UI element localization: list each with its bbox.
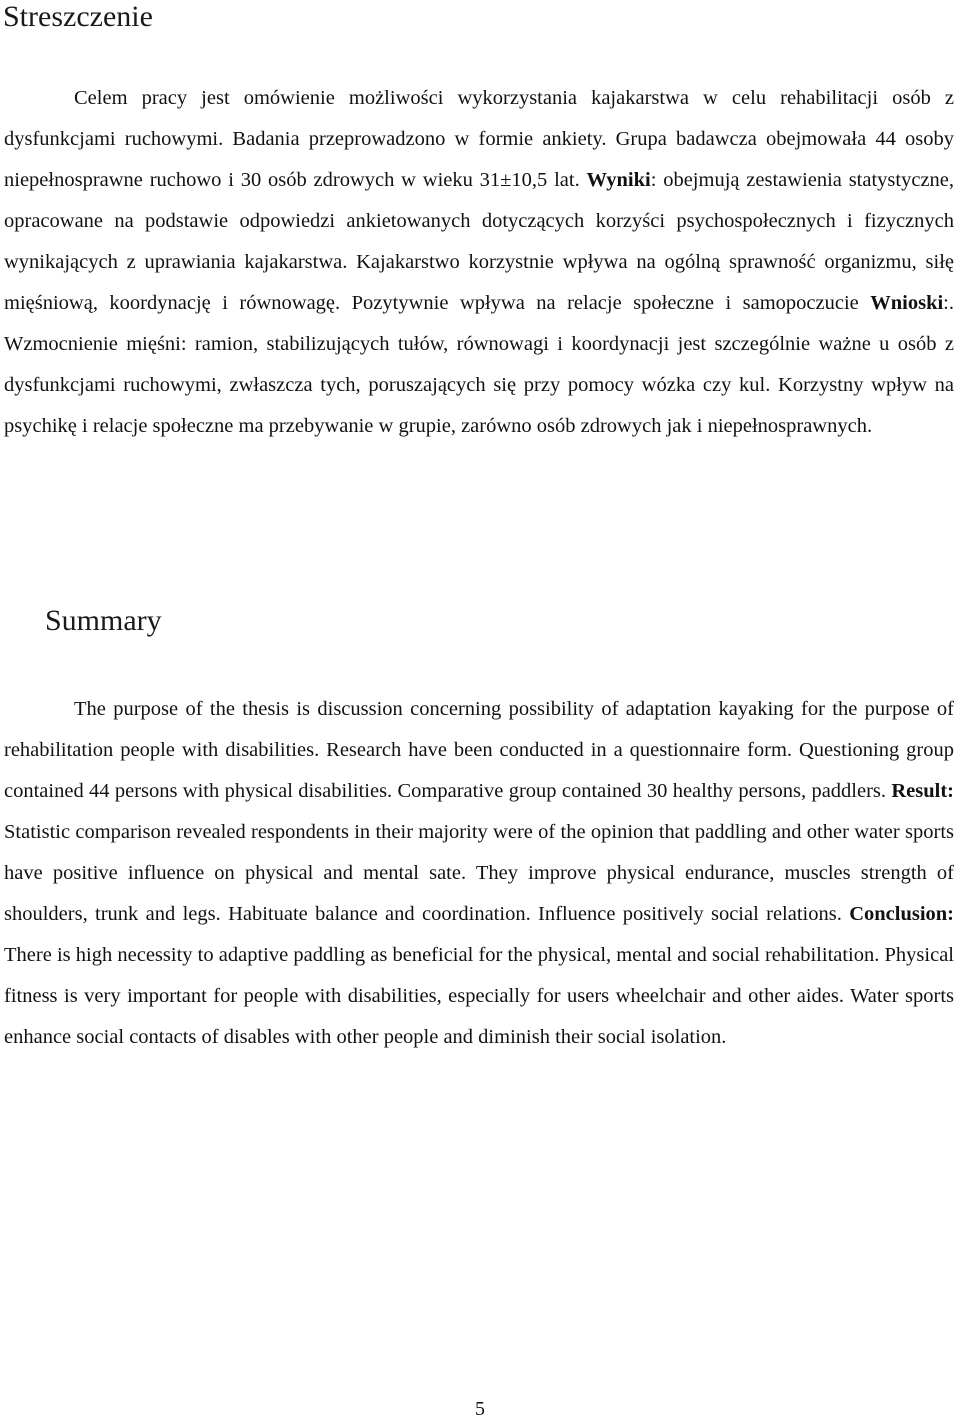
summary-text-1: The purpose of the thesis is discussion concerning possibility of adaptation kayaking for the purpose of rehabilitation people with disabilities. Research have been conducted in a questionnaire form. Questioning group contained 44 persons with physical disabilities. Comparative group contained 30 healthy persons, paddlers. (4, 698, 954, 802)
streszczenie-text-2: : obejmują zestawienia statystyczne, opracowane na podstawie odpowiedzi ankietowanych dotyczących korzyści psychospołecznych i fizycznych wynikających z uprawiania kajakarstwa. Kajakarstwo korzystnie wpływa na ogólną sprawność organizmu, siłę mięśniową, koordynację i równowagę. Pozytywnie wpływa na relacje społeczne i samopoczucie (4, 169, 955, 314)
streszczenie-text-1: Celem pracy jest omówienie możliwości wykorzystania kajakarstwa w celu rehabilitacji osób z dysfunkcjami ruchowymi. Badania przeprowadzono w formie ankiety. Grupa badawcza obejmowała 44 osoby niepełnosprawne ruchowo i 30 osób zdrowych w wieku 31±10,5 lat. (4, 87, 954, 191)
label-conclusion: Conclusion: (849, 903, 954, 925)
label-wnioski: Wnioski (870, 292, 944, 314)
label-wyniki: Wyniki (586, 169, 651, 191)
section-heading-summary: Summary (45, 604, 162, 637)
summary-text-3: There is high necessity to adaptive paddling as beneficial for the physical, mental and social rehabilitation. Physical fitness is very important for people with disabilities, especially for users wheelchair and other aides. Water sports enhance social contacts of disables with other people and diminish their social isolation. (4, 944, 954, 1048)
section-heading-streszczenie: Streszczenie (3, 0, 153, 33)
paragraph-streszczenie (4, 78, 954, 447)
streszczenie-text-3: :. Wzmocnienie mięśni: ramion, stabilizujących tułów, równowagi i koordynacji jest szczególnie ważne u osób z dysfunkcjami ruchowymi, zwłaszcza tych, poruszających się przy pomocy wózka czy kul. Korzystny wpływ na psychikę i relacje społeczne ma przebywanie w grupie, zarówno osób zdrowych jak i niepełnosprawnych. (4, 292, 954, 437)
page-number: 5 (475, 1398, 485, 1420)
label-result: Result: (891, 780, 954, 802)
paragraph-summary (4, 689, 954, 1058)
summary-text-2: Statistic comparison revealed respondents in their majority were of the opinion that paddling and other water sports have positive influence on physical and mental sate. They improve physical endurance, muscles strength of shoulders, trunk and legs. Habituate balance and coordination. Influence positively social relations. (4, 821, 954, 925)
